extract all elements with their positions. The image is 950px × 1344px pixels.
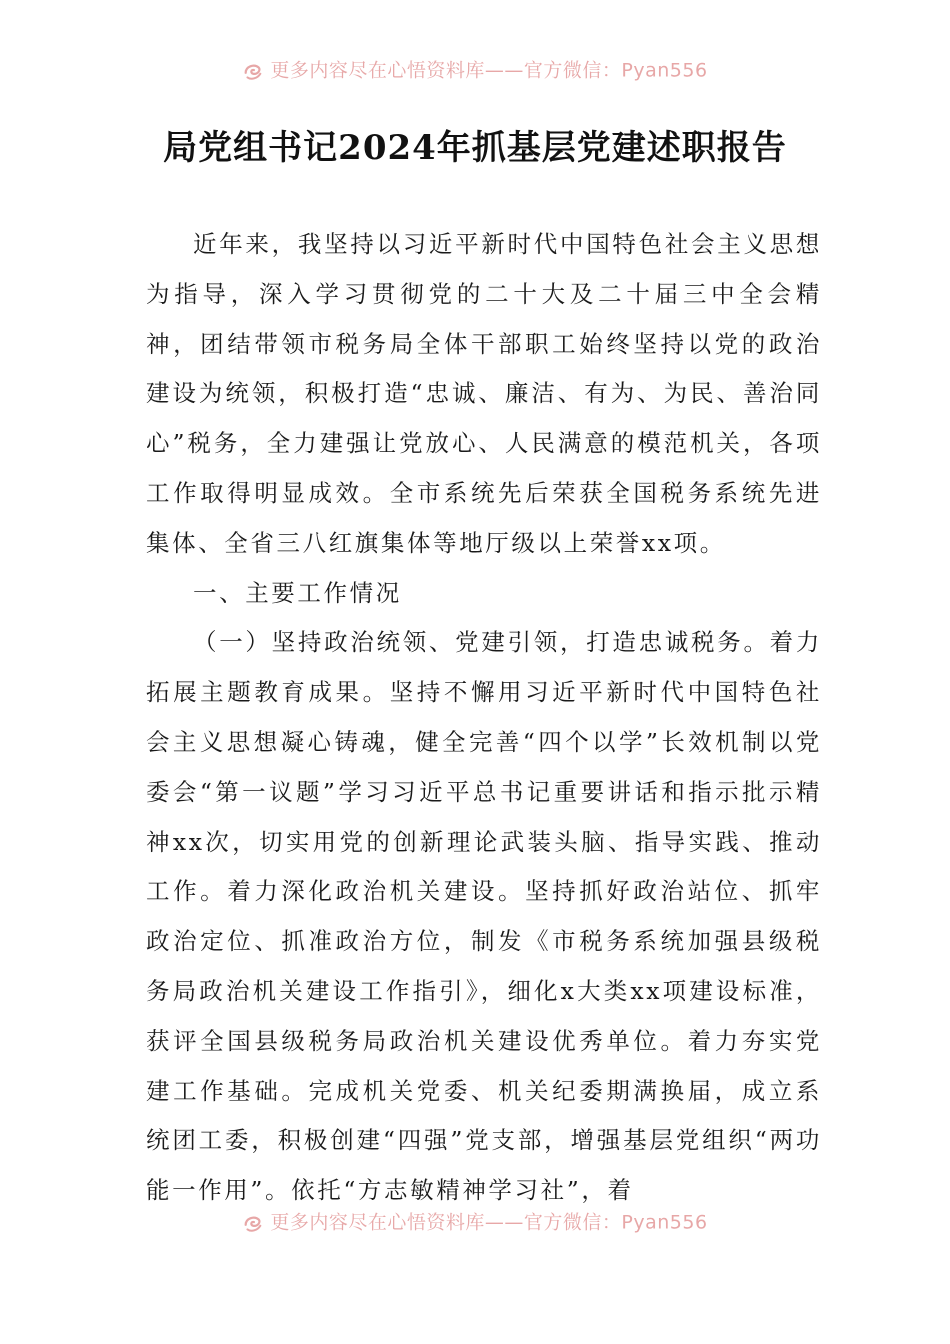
swirl-logo-icon bbox=[242, 1212, 264, 1234]
paragraph-section-1: （一）坚持政治统领、党建引领，打造忠诚税务。着力拓展主题教育成果。坚持不懈用习近平新时代中国特色社会主义思想凝心铸魂，健全完善“四个以学”长效机制以党委会“第一议题”学习习近平总书记重要讲话和指示批示精神xx次，切实用党的创新理论武装头脑、指导实践、推动工作。着力深化政治机关建设。坚持抓好政治站位、抓牢政治定位、抓准政治方位，制发《市税务系统加强县级税务局政治机关建设工作指引》，细化x大类xx项建设标准，获评全国县级税务局政治机关建设优秀单位。着力夯实党建工作基础。完成机关党委、机关纪委期满换届，成立系统团工委，积极创建“四强”党支部，增强基层党组织“两功能一作用”。依托“方志敏精神学习社”，着 bbox=[146, 628, 822, 1205]
swirl-logo-icon bbox=[242, 60, 264, 82]
section-heading: 一、主要工作情况 bbox=[193, 578, 402, 607]
watermark-header bbox=[0, 57, 950, 83]
document-body bbox=[146, 220, 822, 1216]
watermark-footer bbox=[0, 1209, 950, 1235]
document-title: 局党组书记2024年抓基层党建述职报告 bbox=[163, 128, 787, 168]
watermark-text: 更多内容尽在心悟资料库——官方微信：Pyan556 bbox=[270, 1211, 708, 1234]
watermark-text: 更多内容尽在心悟资料库——官方微信：Pyan556 bbox=[270, 59, 708, 82]
paragraph-intro: 近年来，我坚持以习近平新时代中国特色社会主义思想为指导，深入学习贯彻党的二十大及二十届三中全会精神，团结带领市税务局全体干部职工始终坚持以党的政治建设为统领，积极打造“忠诚、廉洁、有为、为民、善治同心”税务，全力建强让党放心、人民满意的模范机关，各项工作取得明显成效。全市系统先后荣获全国税务系统先进集体、全省三八红旗集体等地厅级以上荣誉xx项。 bbox=[146, 230, 822, 557]
